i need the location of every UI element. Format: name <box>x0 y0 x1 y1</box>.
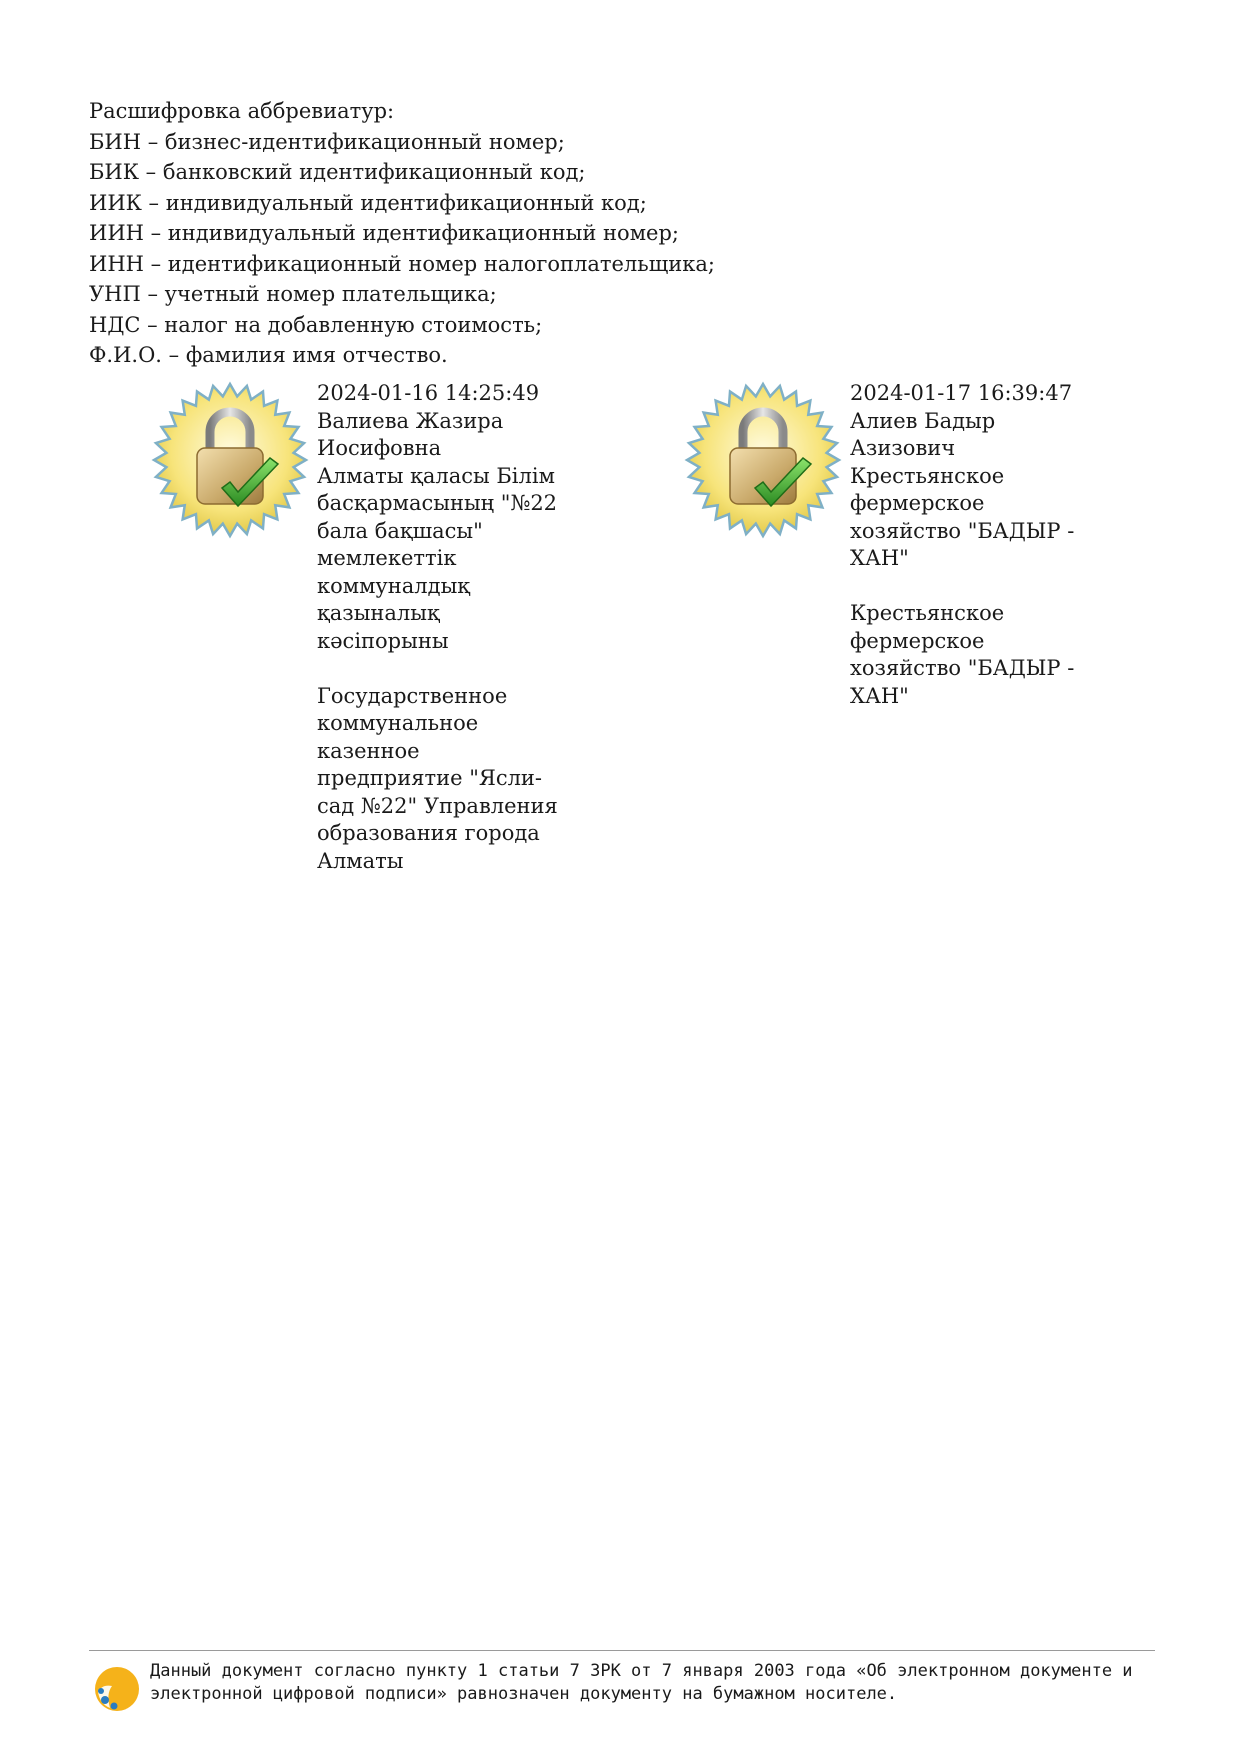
abbreviations-block <box>89 96 989 371</box>
organization-ru-line: Государственное <box>317 683 508 708</box>
egov-logo-icon <box>92 1664 142 1714</box>
signer-name-line: Валиева Жазира <box>317 408 504 433</box>
signature-datetime: 2024-01-16 14:25:49 <box>317 381 540 405</box>
organization-ru-line: Алматы <box>317 848 404 873</box>
abbreviation-item: БИК – банковский идентификационный код; <box>89 160 586 184</box>
organization-kz-line: кәсіпорыны <box>317 628 449 653</box>
organization-ru-line: сад №22" Управления <box>317 793 558 818</box>
organization-ru-line: предприятие "Ясли- <box>317 766 543 790</box>
organization-kz-line: Алматы қаласы Білім <box>317 463 555 488</box>
organization-ru-line: образования города <box>317 821 540 845</box>
organization-kz-line: ХАН" <box>850 546 909 570</box>
organization-kz-line: бала бақшасы" <box>317 518 483 543</box>
footer-text-line: Данный документ согласно пункту 1 статьи 7 ЗРК от 7 января 2003 года «Об электронном документе и <box>150 1661 1133 1681</box>
organization-ru-line: коммунальное <box>317 711 479 735</box>
signature-lock-seal-icon <box>683 380 843 540</box>
organization-ru-line: хозяйство "БАДЫР - <box>850 656 1075 680</box>
abbreviation-item: ИИН – индивидуальный идентификационный номер; <box>89 221 679 245</box>
signer-name-line: Азизович <box>850 436 956 460</box>
organization-ru-line: ХАН" <box>850 683 909 708</box>
organization-kz-line: фермерское <box>850 491 985 515</box>
signature-lock-seal-icon <box>150 380 310 540</box>
abbreviation-item: Ф.И.О. – фамилия имя отчество. <box>89 343 448 367</box>
signer-name-line: Иосифовна <box>317 436 442 460</box>
abbreviation-item: ИНН – идентификационный номер налогоплательщика; <box>89 251 715 276</box>
organization-kz-line: басқармасының "№22 <box>317 491 558 515</box>
organization-ru-line: фермерское <box>850 628 985 653</box>
organization-kz-line: Крестьянское <box>850 463 1005 488</box>
organization-kz-line: коммуналдық <box>317 573 471 598</box>
abbreviation-item: УНП – учетный номер плательщика; <box>89 282 497 306</box>
abbreviation-item: ИИК – индивидуальный идентификационный код; <box>89 190 647 215</box>
organization-ru-line: Крестьянское <box>850 601 1005 625</box>
abbreviations-heading: Расшифровка аббревиатур: <box>89 99 395 123</box>
organization-ru-line: казенное <box>317 738 420 763</box>
signer-name-line: Алиев Бадыр <box>850 408 996 433</box>
signature-datetime: 2024-01-17 16:39:47 <box>850 381 1073 405</box>
organization-kz-line: мемлекеттік <box>317 546 457 570</box>
organization-kz-line: қазыналық <box>317 601 440 625</box>
abbreviation-item: НДС – налог на добавленную стоимость; <box>89 312 543 337</box>
footer <box>89 1660 1155 1720</box>
footer-text-line: электронной цифровой подписи» равнозначен документу на бумажном носителе. <box>150 1684 898 1704</box>
footer-legal-text <box>150 1660 1150 1706</box>
signature-details <box>317 380 577 875</box>
footer-divider <box>89 1650 1155 1651</box>
organization-kz-line: хозяйство "БАДЫР - <box>850 518 1075 543</box>
signature-details <box>850 380 1110 710</box>
abbreviation-item: БИН – бизнес-идентификационный номер; <box>89 129 565 154</box>
